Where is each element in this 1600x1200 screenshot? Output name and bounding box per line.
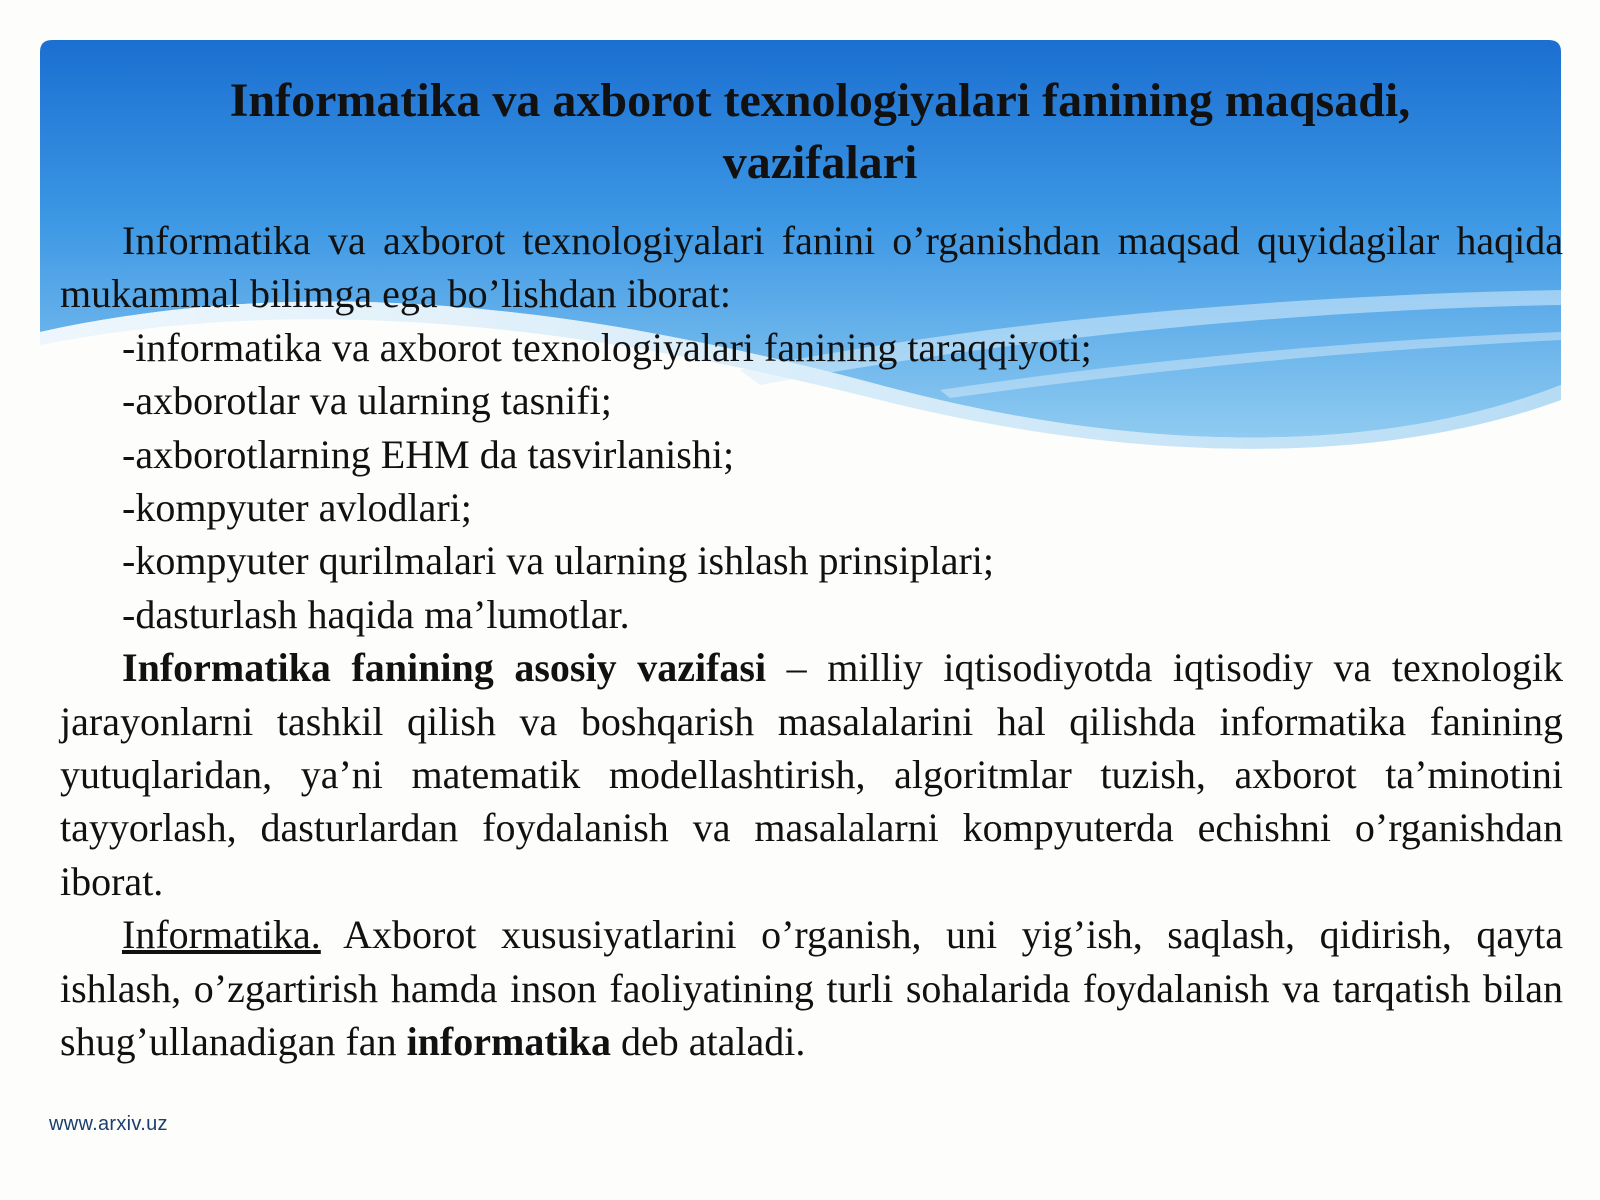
list-item: -kompyuter qurilmalari va ularning ishlash prinsiplari;: [122, 538, 995, 584]
footer-url: www.arxiv.uz: [49, 1113, 168, 1135]
list-item: -kompyuter avlodlari;: [122, 485, 472, 531]
list-item: -dasturlash haqida ma’lumotlar.: [122, 591, 630, 637]
task-heading: Informatika fanining asosiy vazifasi: [122, 645, 767, 691]
definition-ending: deb ataladi.: [611, 1019, 806, 1065]
list-item: -axborotlarning EHM da tasvirlanishi;: [122, 431, 735, 477]
definition-bold-word: informatika: [406, 1019, 611, 1065]
slide-body: [60, 214, 1563, 1069]
intro-paragraph: Informatika va axborot texnologiyalari fanini o’rganishdan maqsad quyidagilar haqida mukammal bilimga ega bo’lishdan iborat:: [60, 218, 1563, 317]
definition-text: Axborot xususiyatlarini o’rganish, uni yig’ish, saqlash, qidirish, qayta ishlash, o’zgartirish hamda inson faoliyatining turli sohalarida foydalanish va tarqatish bilan shug’ullanadigan fan: [60, 912, 1563, 1065]
task-paragraph: [60, 641, 1563, 908]
list-item: -informatika va axborot texnologiyalari fanining taraqqiyoti;: [122, 324, 1092, 370]
list-item: -axborotlar va ularning tasnifi;: [122, 378, 612, 424]
definition-term: Informatika.: [122, 912, 321, 958]
slide-title: Informatika va axborot texnologiyalari fanining maqsadi, vazifalari: [229, 74, 1411, 189]
task-text: – milliy iqtisodiyotda iqtisodiy va texnologik jarayonlarni tashkil qilish va boshqarish masalalarini hal qilishda informatika fanining yutuqlaridan, ya’ni matematik modellashtirish, algoritmlar tuzish, axborot ta’minotini tayyorlash, dasturlardan foydalanish va masalalarni kompyuterda echishni o’rganishdan iborat.: [60, 645, 1563, 904]
definition-paragraph: [60, 908, 1563, 1068]
